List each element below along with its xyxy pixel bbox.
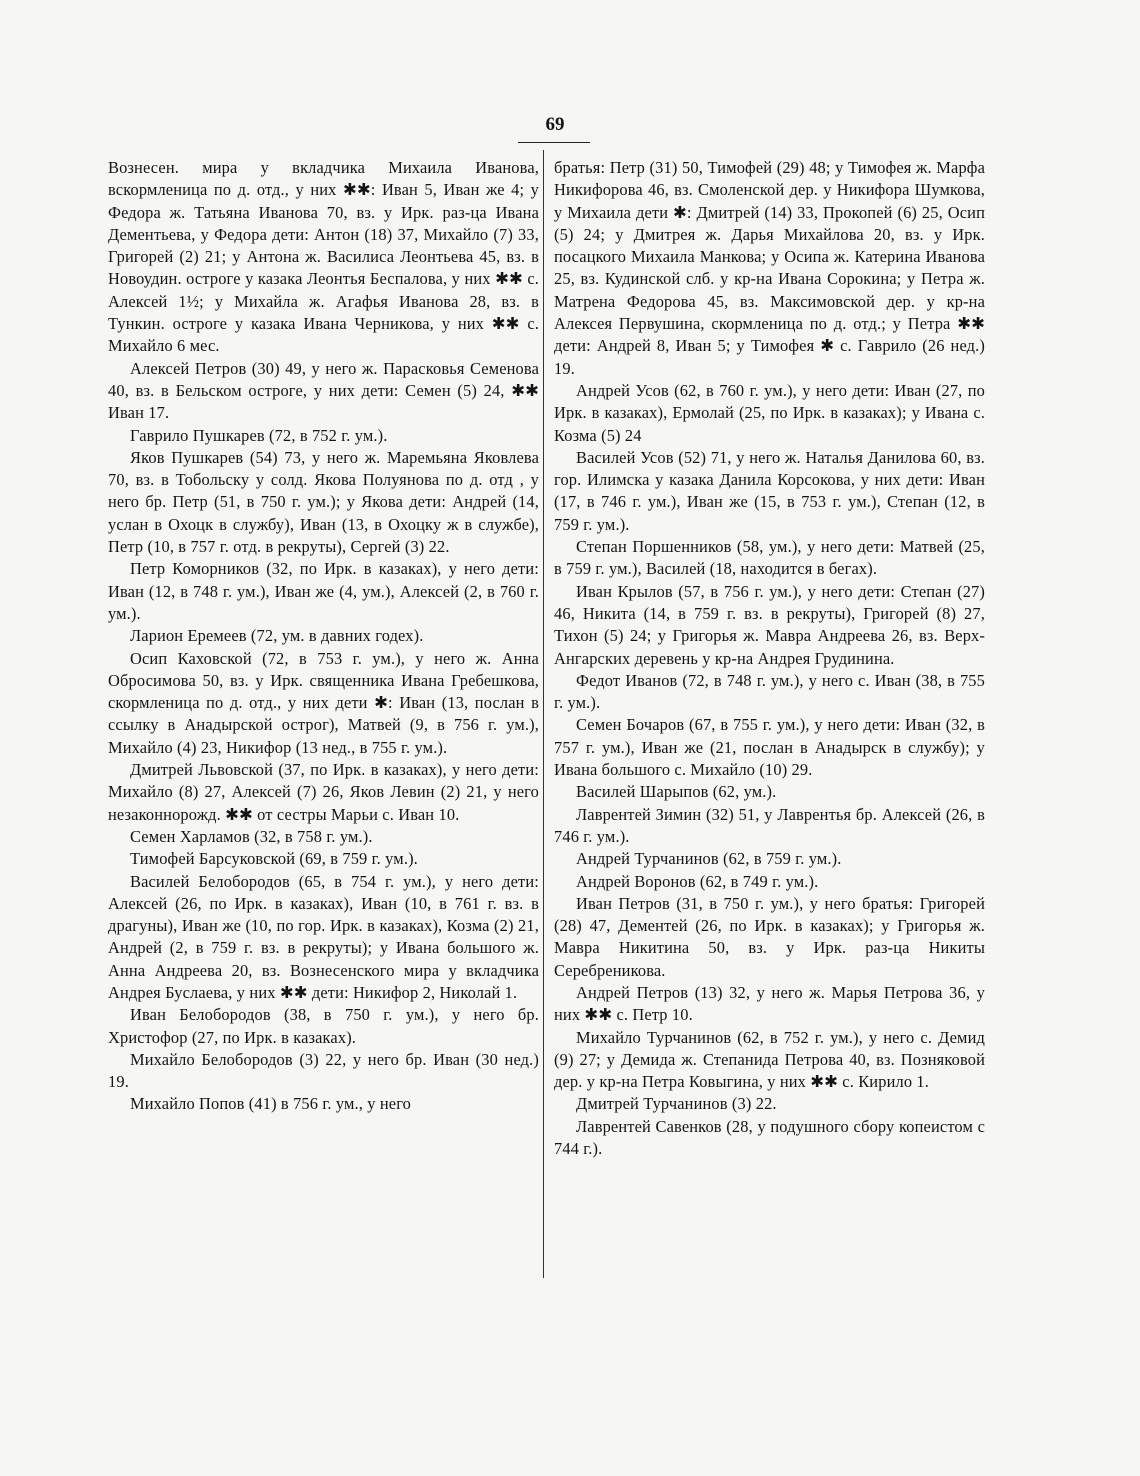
paragraph: Лаврентей Зимин (32) 51, у Лаврентья бр. Алексей (26, в 746 г. ум.). [554, 804, 985, 846]
page-number: 69 [545, 114, 565, 135]
paragraph: Андрей Турчанинов (62, в 759 г. ум.). [576, 849, 842, 869]
paragraph: Михайло Турчанинов (62, в 752 г. ум.), у него с. Демид (9) 27; у Демида ж. Степанида Петрова 40, вз. Позняковой дер. у кр-на Петра Ковыгина, у них ✱✱ с. Кирило 1. [554, 1027, 985, 1092]
paragraph: Василей Усов (52) 71, у него ж. Наталья Данилова 60, вз. гор. Илимска у казака Данила Корсокова, у них дети: Иван (17, в 746 г. ум.), Иван же (15, в 753 г. ум.), Степан (12, в 759 г. ум.). [554, 447, 985, 534]
paragraph: Федот Иванов (72, в 748 г. ум.), у него с. Иван (38, в 755 г. ум.). [554, 670, 985, 713]
paragraph: Вознесен. мира у вкладчика Михаила Иванова, вскормленица по д. отд., у них ✱✱: Иван 5, Иван же 4; у Федора ж. Татьяна Иванова 70, вз. у Ирк. раз-ца Ивана Дементьева, у Федора дети: Антон (18) 37, Михайло (7) 33, Григорей (2) 21; у Антона ж. Василиса Леонтьева 45, вз. в Новоудин. остроге у казака Леонтья Беспалова, у них ✱✱ с. Алексей 1½; у Михайла ж. Агафья Иванова 28, вз. в Тункин. остроге у казака Ивана Черникова, у них ✱✱ с. Михайло 6 мес. [108, 158, 539, 356]
paragraph: братья: Петр (31) 50, Тимофей (29) 48; у Тимофея ж. Марфа Никифорова 46, вз. Смоленской дер. у Никифора Шумкова, у Михаила дети ✱: Дмитрей (14) 33, Прокопей (6) 25, Осип (5) 24; у Дмитрея ж. Дарья Михайлова 20, вз. у Ирк. посацкого Михаила Манкова; у Осипа ж. Катерина Иванова 25, вз. Кудинской слб. у кр-на Ивана Сорокина; у Петра ж. Матрена Федорова 45, вз. Максимовской дер. у кр-на Алексея Первушина, скормленица по д. отд.; у Петра ✱✱ дети: Андрей 8, Иван 5; у Тимофея ✱ с. Гаврило (26 нед.) 19. [554, 158, 985, 378]
paragraph: Ларион Еремеев (72, ум. в давних годех). [130, 626, 424, 646]
left-column [108, 157, 539, 1116]
paragraph: Дмитрей Львовской (37, по Ирк. в казаках), у него дети: Михайло (8) 27, Алексей (7) 26, Яков Левин (2) 21, у него незаконнорожд. ✱✱ от сестры Марьи с. Иван 10. [108, 760, 539, 824]
paragraph: Андрей Воронов (62, в 749 г. ум.). [576, 871, 819, 891]
paragraph: Андрей Усов (62, в 760 г. ум.), у него дети: Иван (27, по Ирк. в казаках), Ермолай (25, по Ирк. в казаках); у Ивана с. Козма (5) 24 [554, 380, 985, 445]
paragraph: Лаврентей Савенков (28, у подушного сбору копеистом с 744 г.). [554, 1116, 985, 1159]
paragraph: Семен Харламов (32, в 758 г. ум.). [130, 826, 373, 846]
paragraph: Иван Петров (31, в 750 г. ум.), у него братья: Григорей (28) 47, Дементей (26, по Ирк. в казаках); у Григорья ж. Мавра Никитина 50, вз. у Ирк. раз-ца Никиты Серебреникова. [554, 893, 985, 980]
paragraph: Яков Пушкарев (54) 73, у него ж. Маремьяна Яковлева 70, вз. в Тобольску у солд. Якова Полуянова по д. отд , у него бр. Петр (51, в 750 г. ум.); у Якова дети: Андрей (14, услан в Охоцк в службу), Иван (13, в Охоцку ж в службе), Петр (10, в 757 г. отд. в рекруты), Сергей (3) 22. [108, 447, 539, 557]
paragraph: Дмитрей Турчанинов (3) 22. [576, 1094, 777, 1114]
paragraph: Осип Каховской (72, в 753 г. ум.), у него ж. Анна Обросимова 50, вз. у Ирк. священника Ивана Гребешкова, скормленица по д. отд., у них дети ✱: Иван (13, послан в ссылку в Анадырской острог), Матвей (9, в 756 г. ум.), Михайло (4) 23, Никифор (13 нед., в 755 г. ум.). [108, 648, 539, 757]
paragraph: Василей Шарыпов (62, ум.). [576, 782, 777, 802]
paragraph: Степан Поршенников (58, ум.), у него дети: Матвей (25, в 759 г. ум.), Василей (18, находится в бегах). [554, 537, 985, 579]
paragraph: Василей Белобородов (65, в 754 г. ум.), у него дети: Алексей (26, по Ирк. в казаках), Иван (10, в 761 г. вз. в драгуны), Иван же (10, по гор. Ирк. в казаках), Козма (2) 21, Андрей (2, в 759 г. вз. в рекруты); у Ивана большого ж. Анна Андреева 20, вз. Вознесенского мира у вкладчика Андрея Буслаева, у них ✱✱ дети: Никифор 2, Николай 1. [108, 871, 539, 1002]
paragraph: Тимофей Барсуковской (69, в 759 г. ум.). [130, 849, 418, 869]
paragraph: Алексей Петров (30) 49, у него ж. Парасковья Семенова 40, вз. в Бельском остроге, у них дети: Семен (5) 24, ✱✱ Иван 17. [108, 358, 539, 423]
right-column [554, 157, 985, 1160]
paragraph: Гаврило Пушкарев (72, в 752 г. ум.). [130, 425, 388, 445]
paragraph: Семен Бочаров (67, в 755 г. ум.), у него дети: Иван (32, в 757 г. ум.), Иван же (21, послан в Анадырск в службу); у Ивана большого с. Михайло (10) 29. [554, 715, 985, 780]
paragraph: Андрей Петров (13) 32, у него ж. Марья Петрова 36, у них ✱✱ с. Петр 10. [554, 982, 985, 1025]
paragraph: Петр Коморников (32, по Ирк. в казаках), у него дети: Иван (12, в 748 г. ум.), Иван же (4, ум.), Алексей (2, в 760 г. ум.). [108, 559, 539, 623]
column-divider [543, 150, 544, 1278]
paragraph: Иван Крылов (57, в 756 г. ум.), у него дети: Степан (27) 46, Никита (14, в 759 г. вз. в рекруты), Григорей (8) 27, Тихон (5) 24; у Григорья ж. Мавра Андреева 26, вз. Верх-Ангарских деревень у кр-на Андрея Грудинина. [554, 581, 985, 668]
page-number-rule [518, 142, 590, 143]
paragraph: Михайло Попов (41) в 756 г. ум., у него [130, 1094, 412, 1114]
paragraph: Михайло Белобородов (3) 22, у него бр. Иван (30 нед.) 19. [108, 1049, 539, 1092]
paragraph: Иван Белобородов (38, в 750 г. ум.), у него бр. Христофор (27, по Ирк. в казаках). [108, 1005, 539, 1047]
